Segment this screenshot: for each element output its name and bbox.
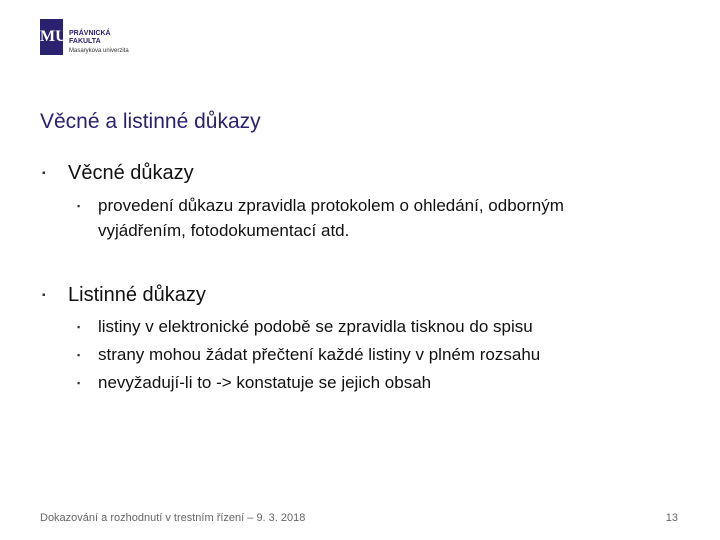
bullet-level1-listinne [42, 284, 206, 307]
bullet-marker-icon: ▪ [77, 350, 81, 360]
bullet-text: listiny v elektronické podobě se zpravidla tisknou do spisu [98, 317, 533, 336]
bullet-level2-continuation [98, 221, 349, 241]
bullet-level2-item [77, 196, 564, 216]
bullet-text: Listinné důkazy [68, 284, 206, 306]
bullet-text: nevyžadují-li to -> konstatuje se jejich obsah [98, 373, 432, 392]
bullet-marker-icon: ▪ [77, 322, 81, 332]
slide-footer: Dokazování a rozhodnutí v trestním řízení – 9. 3. 2018 [40, 512, 306, 524]
university-logo-mark: MU [40, 19, 63, 55]
bullet-text: Věcné důkazy [68, 162, 194, 184]
bullet-text: provedení důkazu zpravidla protokolem o ohledání, odborným [98, 196, 564, 215]
bullet-level2-item [77, 373, 432, 393]
bullet-level1-vecne [42, 162, 194, 185]
page-number: 13 [665, 512, 678, 524]
bullet-text: strany mohou žádat přečtení každé listiny v plném rozsahu [98, 345, 541, 364]
logo-text-line-1: PRÁVNICKÁ [69, 30, 111, 37]
bullet-marker-icon: ▪ [77, 201, 81, 211]
bullet-text: vyjádřením, fotodokumentací atd. [98, 221, 350, 240]
bullet-level2-item [77, 317, 533, 337]
slide-title: Věcné a listinné důkazy [40, 110, 261, 133]
faculty-logo [40, 19, 170, 59]
bullet-marker-icon: ▪ [77, 378, 81, 388]
bullet-marker-icon: ▪ [42, 168, 46, 179]
bullet-marker-icon: ▪ [42, 290, 46, 301]
logo-text-line-3: Masarykova univerzita [69, 48, 129, 54]
logo-text-line-2: FAKULTA [69, 38, 101, 45]
bullet-level2-item [77, 345, 541, 365]
